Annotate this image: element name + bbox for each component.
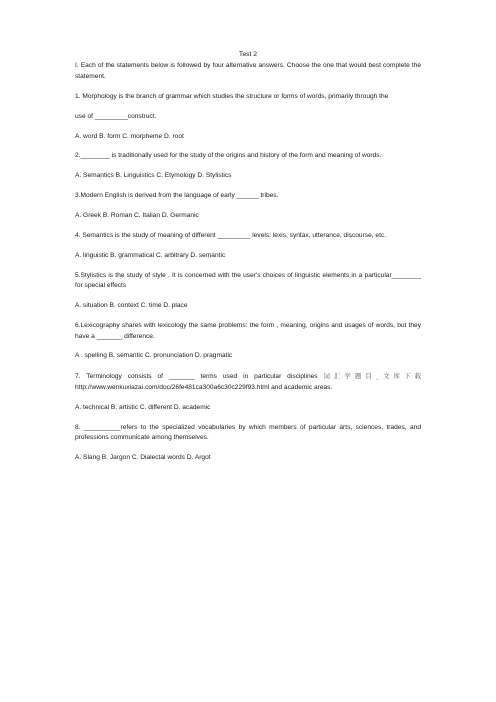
question-2-stem: 2.________ is traditionally used for the study of the origins and history of the form and meaning of words. — [75, 152, 382, 160]
question-3-stem: 3.Modern English is derived from the language of early ______ tribes. — [75, 192, 279, 200]
document-body — [75, 50, 421, 473]
question-6-options: A . spelling B. semantic C. pronunciation D. pragmatic — [75, 352, 233, 360]
question-4-stem: 4. Semantics is the study of meaning of different _________ levels: lexis, syntax, utterance, discourse, etc. — [75, 232, 387, 240]
question-7-stem-text: 7. Terminology consists of _______ terms used in particular disciplines — [75, 373, 318, 381]
question-7-options: A. technical B. artistic C. different D. academic — [75, 403, 211, 411]
page-title: Test 2 — [238, 51, 258, 58]
question-3-options: A. Greek B. Roman C. Italian D. Germanic — [75, 212, 199, 220]
question-8-options: A. Slang B. Jargon C. Dialectal words D. Argot — [75, 453, 211, 461]
question-2-options: A. Semantics B. Linguistics C. Etymology D. Stylistics — [75, 172, 232, 180]
question-5-stem: 5.Stylistics is the study of style . It is concerned with the user's choices of linguistic elements in a particular________ for special effects — [75, 271, 421, 290]
question-7-watermark: 词汇学题目_文库下载 — [323, 372, 421, 381]
question-1-options: A. word B. form C. morpheme D. root — [75, 132, 184, 140]
question-7-stem — [75, 371, 421, 393]
question-5-options: A. situation B. context C. time D. place — [75, 302, 188, 310]
instructions: I. Each of the statements below is followed by four alternative answers. Choose the one that would best complete the statement. — [75, 62, 421, 80]
question-8-stem: 8. __________refers to the specialized vocabularies by which members of particular arts, sciences, trades, and professions communicate among themselves. — [75, 423, 421, 441]
question-1-stem-line1: 1. Morphology is the branch of grammar which studies the structure or forms of words, primarily through the — [75, 92, 389, 100]
question-7-stem-continuation: http://www.wenkuxiazai.com/doc/26fe481ca300a6c30c229f93.html and academic areas. — [75, 383, 333, 391]
question-1-stem-line2: use of _________construct. — [75, 112, 157, 120]
question-6-stem: 6.Lexicography shares with lexicology the same problems: the form , meaning, origins and usages of words, but they have a _______ difference. — [75, 322, 421, 340]
question-4-options: A. linguistic B. grammatical C. arbitrary D. semantic — [75, 251, 226, 259]
